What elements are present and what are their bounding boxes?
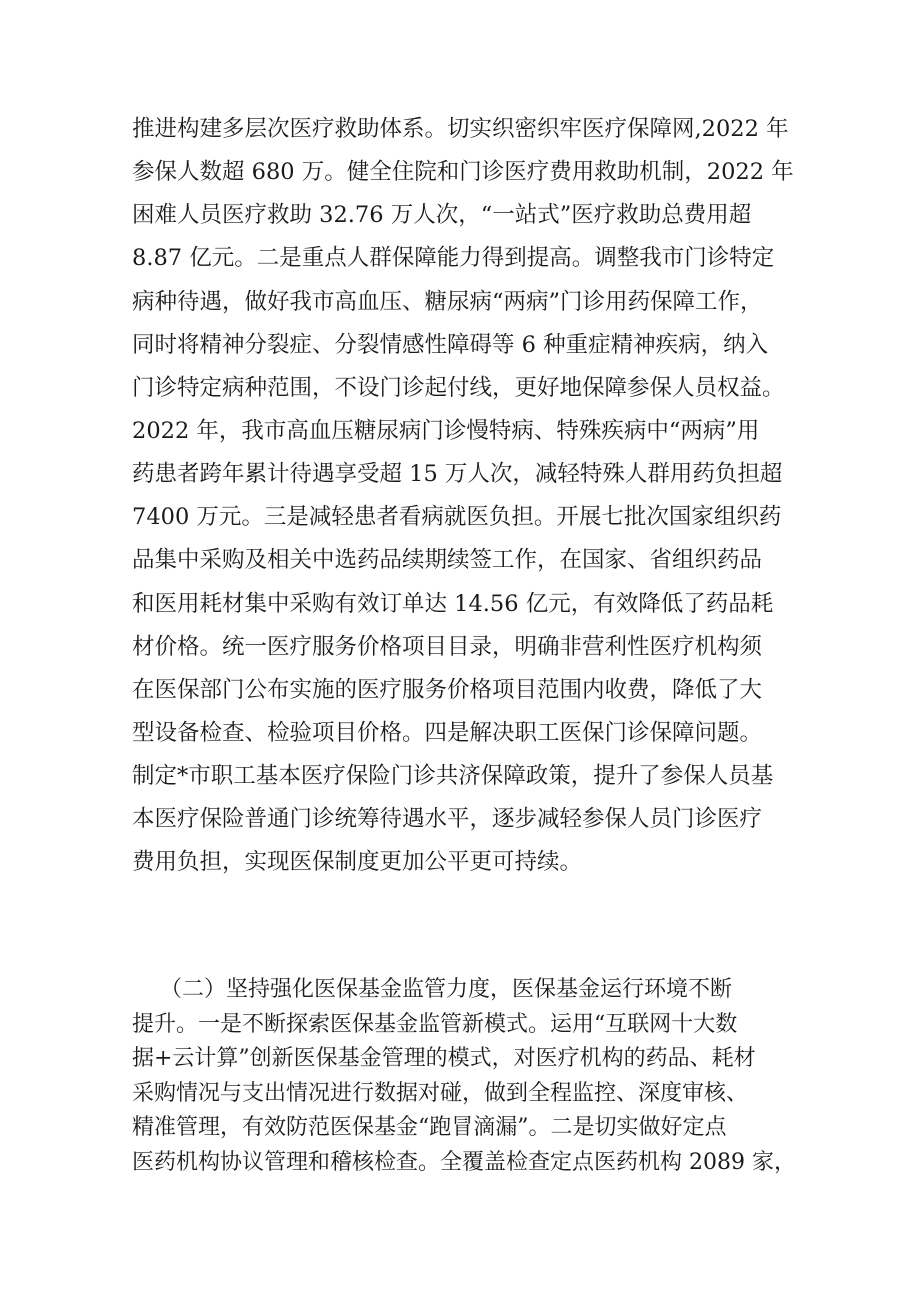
paragraph-line: 医药机构协议管理和稽核检查。全覆盖检查定点医药机构 2089 家，: [132, 1149, 796, 1175]
paragraph-line: 门诊特定病种范围，不设门诊起付线，更好地保障参保人员权益。: [132, 374, 785, 401]
paragraph-line: 精准管理，有效防范医保基金“跑冒滴漏”。二是切实做好定点: [132, 1115, 727, 1140]
paragraph-line: 药患者跨年累计待遇享受超 15 万人次，减轻特殊人群用药负担超: [132, 461, 783, 488]
paragraph-line: 7400 万元。三是减轻患者看病就医负担。开展七批次国家组织药: [132, 504, 782, 531]
paragraph-line: 本医疗保险普通门诊统筹待遇水平，逐步减轻参保人员门诊医疗: [132, 806, 763, 833]
paragraph-line: 品集中采购及相关中选药品续期续签工作，在国家、省组织药品: [132, 547, 763, 574]
paragraph-line: 据+云计算”创新医保基金管理的模式，对医疗机构的药品、耗材: [132, 1046, 756, 1071]
paragraph-line: 8.87 亿元。二是重点人群保障能力得到提高。调整我市门诊特定: [132, 245, 775, 272]
paragraph-heading-line: （二）坚持强化医保基金监管力度，医保基金运行环境不断: [160, 977, 733, 1002]
paragraph-line: 提升。一是不断探索医保基金监管新模式。运用“互联网十大数: [132, 1011, 738, 1037]
paragraph-line: 参保人数超 680 万。健全住院和门诊医疗费用救助机制，2022 年: [132, 159, 794, 186]
paragraph-line: 2022 年，我市高血压糖尿病门诊慢特病、特殊疾病中“两病”用: [132, 417, 760, 444]
paragraph-line: 和医用耗材集中采购有效订单达 14.56 亿元，有效降低了药品耗: [132, 590, 774, 617]
paragraph-line: 费用负担，实现医保制度更加公平更可持续。: [132, 849, 583, 876]
paragraph-line: 材价格。统一医疗服务价格项目目录，明确非营利性医疗机构须: [132, 633, 763, 660]
paragraph-line: 病种待遇，做好我市高血压、糖尿病“两病”门诊用药保障工作，: [132, 288, 763, 315]
paragraph-line: 采购情况与支出情况进行数据对碰，做到全程监控、深度审核、: [132, 1080, 749, 1106]
paragraph-line: 困难人员医疗救助 32.76 万人次，“一站式”医疗救助总费用超: [132, 202, 752, 229]
paragraph-line: 同时将精神分裂症、分裂情感性障碍等 6 种重症精神疾病，纳入: [132, 331, 769, 358]
paragraph-2: [132, 973, 812, 1180]
paragraph-line: 制定*市职工基本医疗保险门诊共济保障政策，提升了参保人员基: [132, 763, 774, 790]
paragraph-1: [132, 108, 812, 885]
paragraph-line: 型设备检查、检验项目价格。四是解决职工医保门诊保障问题。: [132, 719, 763, 746]
paragraph-line: 推进构建多层次医疗救助体系。切实织密织牢医疗保障网,2022 年: [132, 116, 789, 142]
paragraph-line: 在医保部门公布实施的医疗服务价格项目范围内收费，降低了大: [132, 676, 763, 703]
